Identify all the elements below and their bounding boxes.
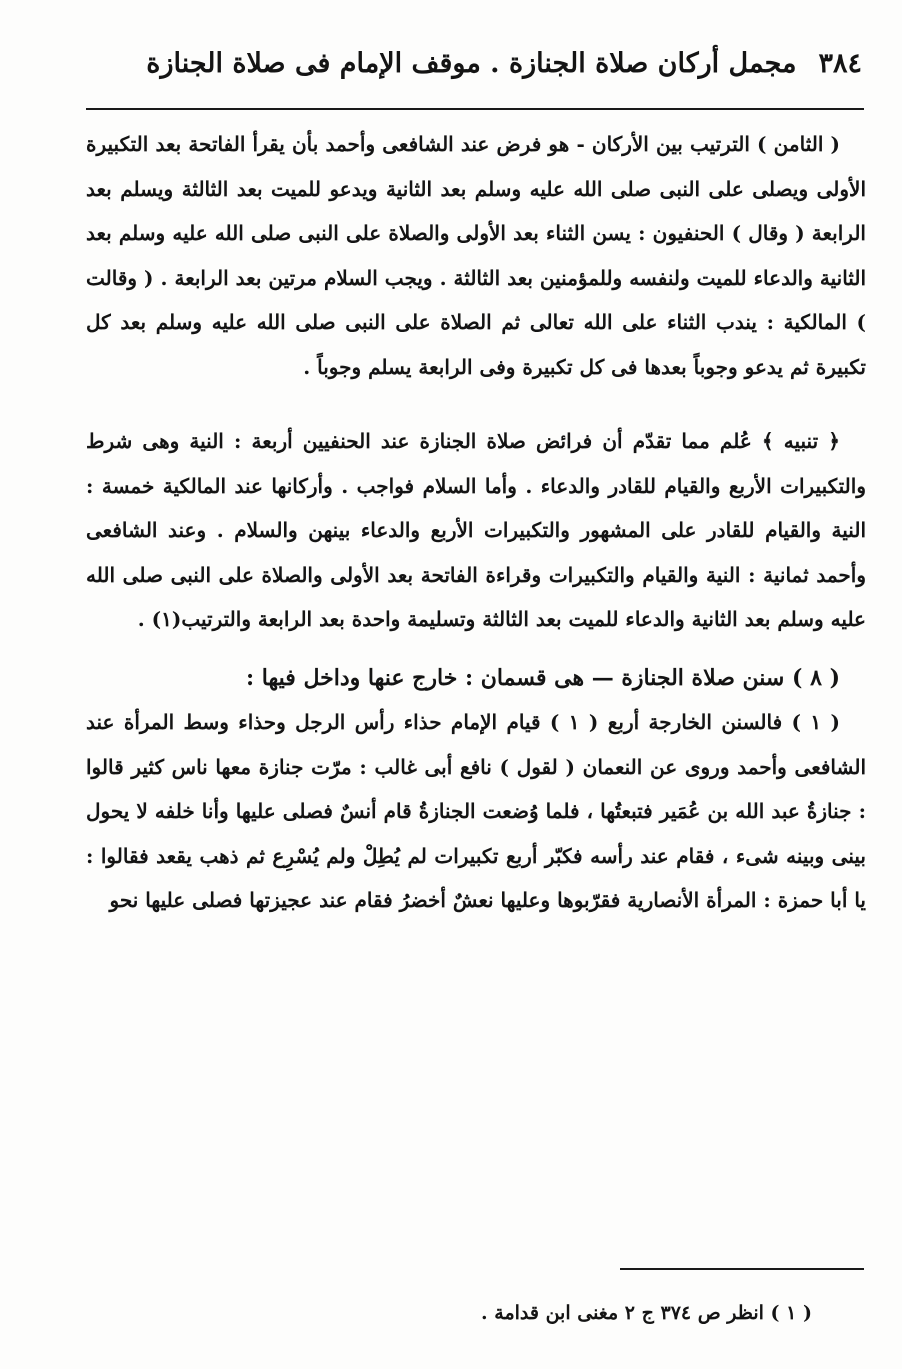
running-title: مجمل أركان صلاة الجنازة . موقف الإمام فى صلاة الجنازة — [146, 47, 797, 79]
section-heading-sunan: ( ٨ ) سنن صلاة الجنازة — هى قسمان : خارج عنها وداخل فيها : — [246, 664, 840, 691]
paragraph-external-sunan: ( ١ ) فالسنن الخارجة أربع ( ١ ) قيام الإمام حذاء رأس الرجل وحذاء وسط المرأة عند الشافعى وأحمد وروى عن النعمان ( لقول ) نافع أبى غالب : مرّت جنازة معها ناس كثير قالوا : جنازةُ عبد الله بن عُمَير فتبعتُها ، فلما وُضعت الجنازةُ قام أنسٌ فصلى عليها وأنا خلفه لا يحول بينى وبينه شىء ، فقام عند رأسه فكبّر أربع تكبيرات لم يُطِلْ ولم يُسْرِع ثم ذهب يقعد فقالوا : يا أبا حمزة : المرأة الأنصارية فقرّبوها وعليها نعشٌ أخضرُ فقام عند عجيزتها فصلى عليها نحو — [86, 710, 866, 912]
page-number: ٣٨٤ — [818, 47, 862, 79]
paragraph-eighth-pillar: ( الثامن ) الترتيب بين الأركان - هو فرض عند الشافعى وأحمد بأن يقرأ الفاتحة بعد التكبيرة الأولى ويصلى على النبى صلى الله عليه وسلم بعد الثانية ويدعو للميت بعد الثالثة ويسلم بعد الرابعة ( وقال ) الحنفيون : يسن الثناء بعد الأولى والصلاة على النبى صلى الله عليه وسلم بعد الثانية والدعاء للميت ولنفسه وللمؤمنين بعد الثالثة . ويجب السلام مرتين بعد الرابعة . ( وقالت ) المالكية : يندب الثناء على الله تعالى ثم الصلاة على النبى صلى الله عليه وسلم بعد كل تكبيرة ثم يدعو وجوباً بعدها فى كل تكبيرة وفى الرابعة يسلم وجوباً . — [86, 132, 867, 379]
paragraph-notice: ﴿ تنبيه ﴾ عُلم مما تقدّم أن فرائض صلاة الجنازة عند الحنفيين أربعة : النية وهى شرط والتكبيرات الأربع والقيام للقادر والدعاء . وأما السلام فواجب . وأركانها عند المالكية خمسة : النية والقيام للقادر على المشهور والتكبيرات الأربع والدعاء بينهن والسلام . وعند الشافعى وأحمد ثمانية : النية والقيام والتكبيرات وقراءة الفاتحة بعد الأولى والصلاة على النبى صلى الله عليه وسلم بعد الثانية والدعاء للميت بعد الثالثة وتسليمة واحدة بعد الرابعة والترتيب(١) . — [86, 429, 866, 631]
footnote: ( ١ ) انظر ص ٣٧٤ ج ٢ مغنى ابن قدامة . — [481, 1302, 812, 1324]
main-text — [86, 122, 866, 923]
page-header — [146, 38, 862, 88]
footnote-divider — [620, 1268, 864, 1270]
header-divider — [86, 108, 864, 110]
